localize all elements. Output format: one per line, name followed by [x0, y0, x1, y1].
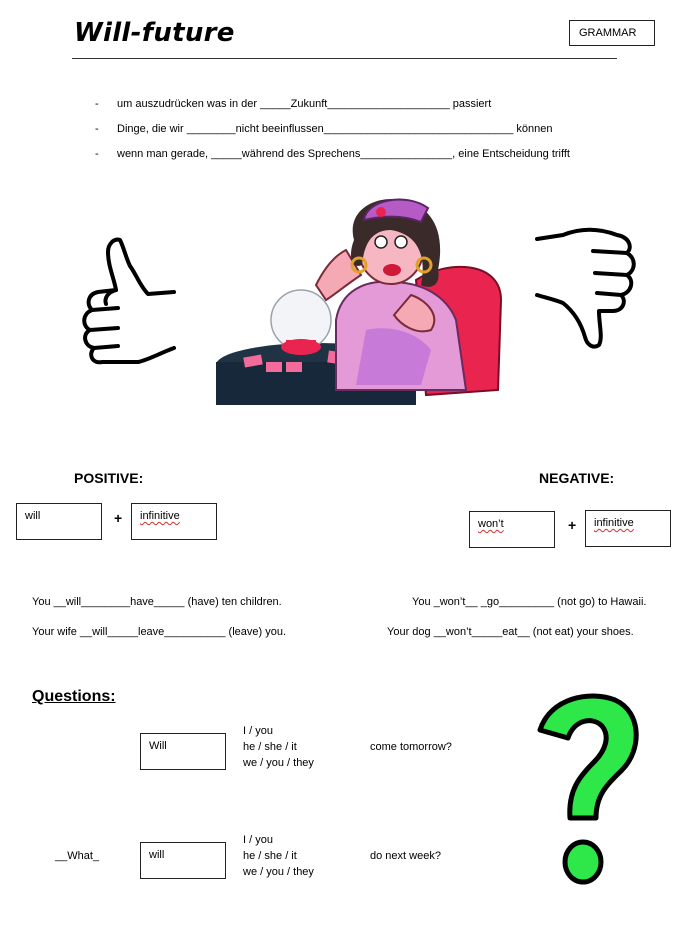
subject-list [243, 832, 314, 880]
page-title: Will-future [74, 18, 235, 48]
positive-heading: POSITIVE: [74, 470, 144, 486]
wont-box [469, 511, 555, 548]
subject-option: we / you / they [243, 866, 314, 878]
grammar-badge: GRAMMAR [569, 20, 655, 46]
questions-heading: Questions: [32, 688, 116, 705]
plus-sign: + [568, 517, 577, 533]
plus-sign: + [114, 510, 123, 526]
bullet-dash: - [95, 148, 99, 160]
will-box [16, 503, 102, 540]
negative-example: Your dog __won’t_____eat__ (not eat) your shoes. [387, 626, 634, 638]
infinitive-box-label: infinitive [594, 517, 634, 529]
usage-item: Dinge, die wir ________nicht beeinflussen_______________________________ können [117, 123, 553, 135]
question-will-label: Will [149, 740, 167, 752]
question-ending: do next week? [370, 850, 441, 862]
subject-option: he / she / it [243, 741, 297, 753]
positive-example: You __will________have_____ (have) ten children. [32, 596, 282, 608]
negative-example: You _won’t__ _go_________ (not go) to Hawaii. [412, 596, 647, 608]
infinitive-box-label: infinitive [140, 510, 180, 522]
infinitive-box [131, 503, 217, 540]
question-will-box [140, 842, 226, 879]
subject-option: he / she / it [243, 850, 297, 862]
negative-heading: NEGATIVE: [539, 470, 615, 486]
thumbs-up-icon [78, 236, 178, 366]
fortune-teller-illustration [216, 190, 506, 405]
usage-item: wenn man gerade, _____während des Sprechens_______________, eine Entscheidung trifft [117, 148, 570, 160]
will-box-label: will [25, 510, 41, 522]
question-mark-icon [530, 690, 645, 895]
title-divider [72, 58, 617, 59]
subject-option: we / you / they [243, 757, 314, 769]
positive-example: Your wife __will_____leave__________ (leave) you. [32, 626, 286, 638]
subject-option: I / you [243, 725, 273, 737]
infinitive-box [585, 510, 671, 547]
bullet-dash: - [95, 98, 99, 110]
subject-list [243, 723, 314, 771]
wont-box-label: won’t [478, 518, 504, 530]
question-word: __What_ [55, 850, 100, 862]
question-will-box [140, 733, 226, 770]
subject-option: I / you [243, 834, 273, 846]
question-ending: come tomorrow? [370, 741, 452, 753]
thumbs-down-icon [533, 225, 641, 350]
bullet-dash: - [95, 123, 99, 135]
usage-item: um auszudrücken was in der _____Zukunft____________________ passiert [117, 98, 492, 110]
question-will-label: will [149, 849, 165, 861]
